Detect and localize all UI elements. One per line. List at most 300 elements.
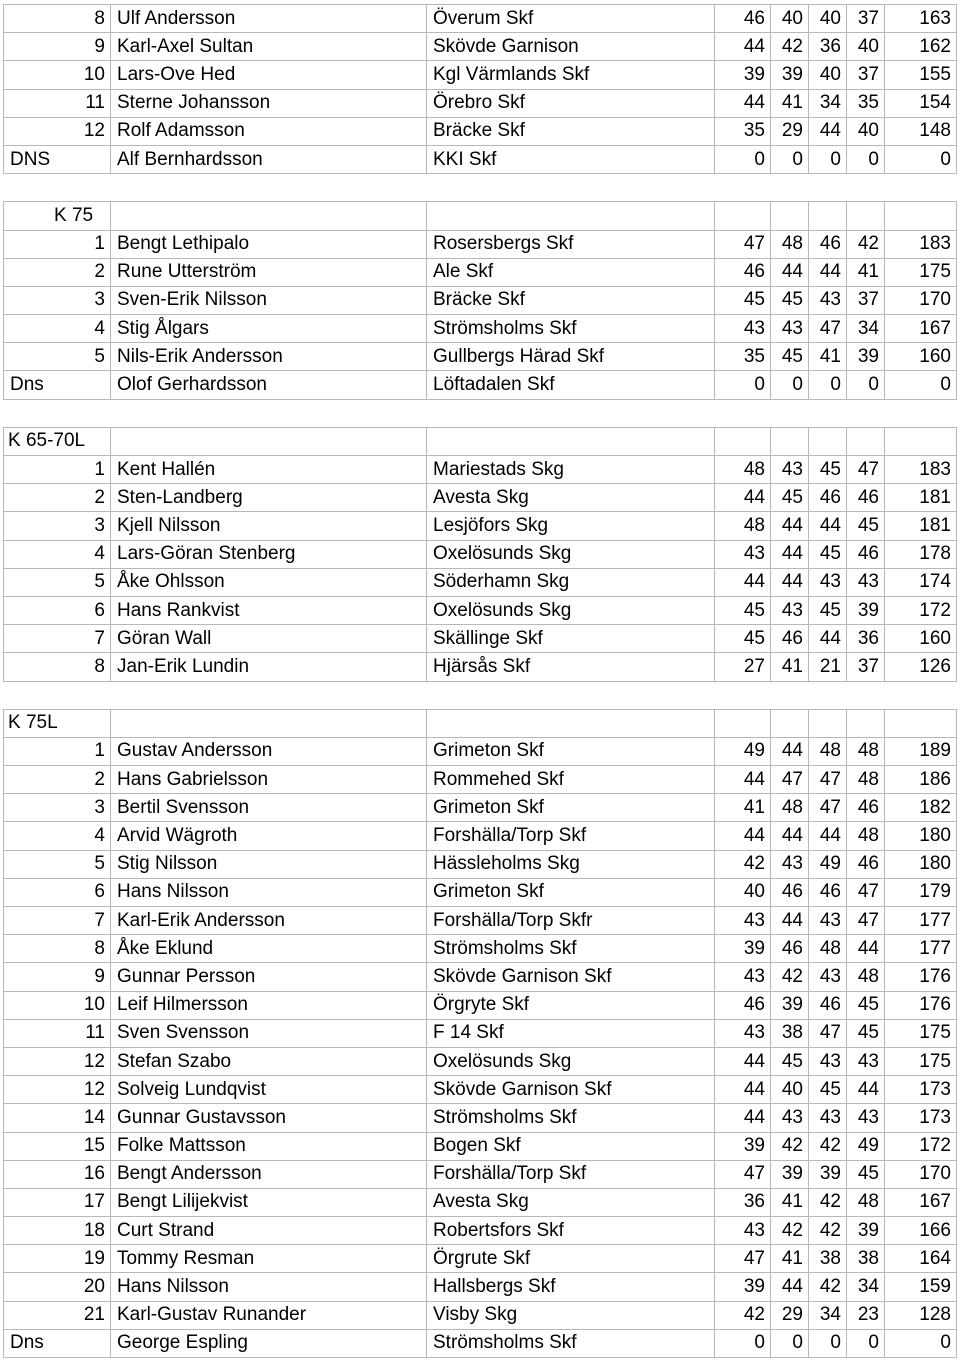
result-row — [4, 1217, 957, 1245]
club-cell: Strömsholms Skf — [427, 315, 715, 343]
series-4-cell: 43 — [847, 1104, 885, 1132]
series-3-cell: 43 — [809, 1047, 847, 1075]
placement-cell: 3 — [4, 286, 111, 314]
club-cell: Oxelösunds Skg — [427, 596, 715, 624]
shooter-name-cell: Gunnar Gustavsson — [111, 1104, 427, 1132]
series-4-cell: 46 — [847, 540, 885, 568]
series-4-cell: 48 — [847, 766, 885, 794]
series-2-cell: 44 — [771, 568, 809, 596]
total-score-cell: 186 — [885, 766, 957, 794]
series-2-cell: 48 — [771, 794, 809, 822]
series-1-cell: 42 — [715, 1301, 771, 1329]
total-score-cell: 155 — [885, 61, 957, 89]
total-score-cell: 178 — [885, 540, 957, 568]
series-1-cell: 43 — [715, 1019, 771, 1047]
series-1-cell: 36 — [715, 1188, 771, 1216]
total-score-cell: 160 — [885, 343, 957, 371]
placement-cell: 18 — [4, 1217, 111, 1245]
shooter-name-cell: Leif Hilmersson — [111, 991, 427, 1019]
club-cell: Söderhamn Skg — [427, 568, 715, 596]
series-2-cell: 46 — [771, 625, 809, 653]
placement-cell: 8 — [4, 653, 111, 681]
result-row — [4, 258, 957, 286]
empty-cell — [771, 399, 809, 427]
empty-cell — [771, 202, 809, 230]
empty-cell — [715, 202, 771, 230]
empty-cell — [809, 399, 847, 427]
series-1-cell: 46 — [715, 258, 771, 286]
series-1-cell: 43 — [715, 963, 771, 991]
placement-cell: 16 — [4, 1160, 111, 1188]
series-4-cell: 48 — [847, 1188, 885, 1216]
series-4-cell: 35 — [847, 89, 885, 117]
empty-cell — [427, 709, 715, 737]
empty-cell — [847, 709, 885, 737]
series-2-cell: 0 — [771, 1329, 809, 1357]
placement-cell: 14 — [4, 1104, 111, 1132]
shooter-name-cell: Bengt Lilijekvist — [111, 1188, 427, 1216]
club-cell: Kgl Värmlands Skf — [427, 61, 715, 89]
shooter-name-cell: Göran Wall — [111, 625, 427, 653]
result-row — [4, 935, 957, 963]
series-3-cell: 43 — [809, 907, 847, 935]
series-4-cell: 44 — [847, 1076, 885, 1104]
shooter-name-cell: Lars-Göran Stenberg — [111, 540, 427, 568]
placement-cell: 2 — [4, 484, 111, 512]
placement-cell: 4 — [4, 822, 111, 850]
empty-cell — [715, 399, 771, 427]
shooter-name-cell: Folke Mattsson — [111, 1132, 427, 1160]
shooter-name-cell: Alf Bernhardsson — [111, 145, 427, 173]
series-2-cell: 38 — [771, 1019, 809, 1047]
series-3-cell: 43 — [809, 568, 847, 596]
shooter-name-cell: Åke Eklund — [111, 935, 427, 963]
club-cell: Bräcke Skf — [427, 286, 715, 314]
total-score-cell: 128 — [885, 1301, 957, 1329]
empty-cell — [111, 427, 427, 455]
empty-cell — [809, 681, 847, 709]
result-row — [4, 1076, 957, 1104]
club-cell: Rosersbergs Skf — [427, 230, 715, 258]
shooter-name-cell: Karl-Axel Sultan — [111, 33, 427, 61]
club-cell: Forshälla/Torp Skf — [427, 822, 715, 850]
shooter-name-cell: Sterne Johansson — [111, 89, 427, 117]
club-cell: Mariestads Skg — [427, 456, 715, 484]
shooter-name-cell: Åke Ohlsson — [111, 568, 427, 596]
series-3-cell: 40 — [809, 61, 847, 89]
result-row — [4, 484, 957, 512]
series-3-cell: 47 — [809, 315, 847, 343]
shooter-name-cell: Karl-Gustav Runander — [111, 1301, 427, 1329]
series-1-cell: 44 — [715, 1104, 771, 1132]
series-3-cell: 44 — [809, 822, 847, 850]
series-4-cell: 37 — [847, 286, 885, 314]
series-4-cell: 45 — [847, 512, 885, 540]
empty-cell — [111, 709, 427, 737]
total-score-cell: 189 — [885, 737, 957, 765]
total-score-cell: 180 — [885, 822, 957, 850]
series-1-cell: 44 — [715, 1076, 771, 1104]
club-cell: Forshälla/Torp Skfr — [427, 907, 715, 935]
series-1-cell: 44 — [715, 484, 771, 512]
series-4-cell: 43 — [847, 1047, 885, 1075]
series-4-cell: 38 — [847, 1245, 885, 1273]
series-3-cell: 46 — [809, 991, 847, 1019]
placement-cell: 7 — [4, 907, 111, 935]
club-cell: Grimeton Skf — [427, 794, 715, 822]
total-score-cell: 183 — [885, 230, 957, 258]
series-1-cell: 44 — [715, 33, 771, 61]
series-4-cell: 39 — [847, 343, 885, 371]
series-3-cell: 44 — [809, 625, 847, 653]
class-header: K 65-70L — [4, 427, 111, 455]
result-row — [4, 1160, 957, 1188]
placement-cell: 5 — [4, 568, 111, 596]
series-3-cell: 44 — [809, 117, 847, 145]
total-score-cell: 180 — [885, 850, 957, 878]
total-score-cell: 172 — [885, 1132, 957, 1160]
shooter-name-cell: Kent Hallén — [111, 456, 427, 484]
series-4-cell: 45 — [847, 1160, 885, 1188]
result-row — [4, 315, 957, 343]
shooter-name-cell: Rolf Adamsson — [111, 117, 427, 145]
placement-cell: 5 — [4, 850, 111, 878]
result-row — [4, 963, 957, 991]
result-row — [4, 653, 957, 681]
result-row — [4, 1047, 957, 1075]
series-4-cell: 41 — [847, 258, 885, 286]
shooter-name-cell: Lars-Ove Hed — [111, 61, 427, 89]
section-spacer — [4, 681, 957, 709]
empty-cell — [715, 709, 771, 737]
shooter-name-cell: Rune Utterström — [111, 258, 427, 286]
result-row — [4, 230, 957, 258]
club-cell: Grimeton Skf — [427, 878, 715, 906]
series-3-cell: 45 — [809, 1076, 847, 1104]
result-row — [4, 625, 957, 653]
results-table — [3, 4, 957, 1358]
series-1-cell: 47 — [715, 230, 771, 258]
series-4-cell: 46 — [847, 850, 885, 878]
empty-cell — [427, 399, 715, 427]
series-2-cell: 44 — [771, 258, 809, 286]
series-2-cell: 45 — [771, 484, 809, 512]
class-header-row — [4, 709, 957, 737]
series-4-cell: 47 — [847, 878, 885, 906]
result-row — [4, 89, 957, 117]
series-4-cell: 37 — [847, 653, 885, 681]
result-row — [4, 907, 957, 935]
series-4-cell: 34 — [847, 315, 885, 343]
series-4-cell: 0 — [847, 1329, 885, 1357]
series-1-cell: 43 — [715, 1217, 771, 1245]
series-1-cell: 27 — [715, 653, 771, 681]
shooter-name-cell: Tommy Resman — [111, 1245, 427, 1273]
club-cell: Strömsholms Skf — [427, 1104, 715, 1132]
club-cell: Strömsholms Skf — [427, 1329, 715, 1357]
series-4-cell: 49 — [847, 1132, 885, 1160]
placement-cell: 8 — [4, 935, 111, 963]
series-1-cell: 46 — [715, 991, 771, 1019]
result-row — [4, 568, 957, 596]
series-2-cell: 44 — [771, 737, 809, 765]
series-3-cell: 34 — [809, 1301, 847, 1329]
placement-cell: 3 — [4, 794, 111, 822]
result-row — [4, 540, 957, 568]
series-4-cell: 39 — [847, 596, 885, 624]
shooter-name-cell: Hans Nilsson — [111, 878, 427, 906]
series-3-cell: 34 — [809, 89, 847, 117]
series-3-cell: 40 — [809, 5, 847, 33]
club-cell: Visby Skg — [427, 1301, 715, 1329]
series-3-cell: 42 — [809, 1217, 847, 1245]
shooter-name-cell: Kjell Nilsson — [111, 512, 427, 540]
series-4-cell: 40 — [847, 33, 885, 61]
series-1-cell: 46 — [715, 5, 771, 33]
empty-cell — [111, 202, 427, 230]
series-2-cell: 44 — [771, 907, 809, 935]
series-3-cell: 39 — [809, 1160, 847, 1188]
result-row — [4, 371, 957, 399]
series-3-cell: 48 — [809, 935, 847, 963]
series-1-cell: 44 — [715, 568, 771, 596]
total-score-cell: 177 — [885, 935, 957, 963]
shooter-name-cell: Arvid Wägroth — [111, 822, 427, 850]
total-score-cell: 148 — [885, 117, 957, 145]
shooter-name-cell: Stig Ålgars — [111, 315, 427, 343]
total-score-cell: 126 — [885, 653, 957, 681]
class-header-row — [4, 202, 957, 230]
series-4-cell: 23 — [847, 1301, 885, 1329]
total-score-cell: 167 — [885, 315, 957, 343]
placement-cell: Dns — [4, 1329, 111, 1357]
empty-cell — [771, 681, 809, 709]
series-2-cell: 42 — [771, 1217, 809, 1245]
total-score-cell: 163 — [885, 5, 957, 33]
empty-cell — [885, 399, 957, 427]
series-1-cell: 39 — [715, 935, 771, 963]
empty-cell — [809, 427, 847, 455]
total-score-cell: 173 — [885, 1104, 957, 1132]
empty-cell — [847, 427, 885, 455]
series-2-cell: 43 — [771, 315, 809, 343]
shooter-name-cell: Stefan Szabo — [111, 1047, 427, 1075]
series-3-cell: 36 — [809, 33, 847, 61]
result-row — [4, 343, 957, 371]
series-3-cell: 21 — [809, 653, 847, 681]
series-1-cell: 35 — [715, 343, 771, 371]
result-row — [4, 145, 957, 173]
result-row — [4, 1188, 957, 1216]
shooter-name-cell: Curt Strand — [111, 1217, 427, 1245]
club-cell: Örgrute Skf — [427, 1245, 715, 1273]
total-score-cell: 176 — [885, 991, 957, 1019]
series-4-cell: 48 — [847, 737, 885, 765]
shooter-name-cell: Gustav Andersson — [111, 737, 427, 765]
empty-cell — [715, 174, 771, 202]
series-1-cell: 0 — [715, 371, 771, 399]
club-cell: Ale Skf — [427, 258, 715, 286]
placement-cell: 12 — [4, 117, 111, 145]
placement-cell: 5 — [4, 343, 111, 371]
shooter-name-cell: George Espling — [111, 1329, 427, 1357]
series-4-cell: 47 — [847, 456, 885, 484]
result-row — [4, 1273, 957, 1301]
empty-cell — [771, 427, 809, 455]
section-spacer — [4, 174, 957, 202]
series-3-cell: 47 — [809, 1019, 847, 1047]
club-cell: Avesta Skg — [427, 484, 715, 512]
placement-cell: 17 — [4, 1188, 111, 1216]
series-3-cell: 45 — [809, 596, 847, 624]
series-3-cell: 45 — [809, 456, 847, 484]
club-cell: Oxelösunds Skg — [427, 1047, 715, 1075]
empty-cell — [885, 174, 957, 202]
series-3-cell: 45 — [809, 540, 847, 568]
result-row — [4, 1301, 957, 1329]
series-1-cell: 43 — [715, 907, 771, 935]
result-row — [4, 596, 957, 624]
club-cell: Oxelösunds Skg — [427, 540, 715, 568]
series-2-cell: 39 — [771, 61, 809, 89]
shooter-name-cell: Hans Gabrielsson — [111, 766, 427, 794]
total-score-cell: 162 — [885, 33, 957, 61]
empty-cell — [847, 174, 885, 202]
placement-cell: 10 — [4, 61, 111, 89]
class-header: K 75 — [4, 202, 111, 230]
club-cell: Löftadalen Skf — [427, 371, 715, 399]
club-cell: F 14 Skf — [427, 1019, 715, 1047]
club-cell: Rommehed Skf — [427, 766, 715, 794]
empty-cell — [4, 174, 111, 202]
empty-cell — [111, 399, 427, 427]
series-2-cell: 47 — [771, 766, 809, 794]
club-cell: Bogen Skf — [427, 1132, 715, 1160]
empty-cell — [885, 709, 957, 737]
placement-cell: 3 — [4, 512, 111, 540]
shooter-name-cell: Sven-Erik Nilsson — [111, 286, 427, 314]
series-2-cell: 0 — [771, 371, 809, 399]
total-score-cell: 167 — [885, 1188, 957, 1216]
placement-cell: 2 — [4, 766, 111, 794]
result-row — [4, 794, 957, 822]
section-spacer — [4, 399, 957, 427]
club-cell: Forshälla/Torp Skf — [427, 1160, 715, 1188]
empty-cell — [885, 202, 957, 230]
shooter-name-cell: Solveig Lundqvist — [111, 1076, 427, 1104]
empty-cell — [427, 681, 715, 709]
empty-cell — [111, 681, 427, 709]
series-2-cell: 45 — [771, 343, 809, 371]
result-row — [4, 822, 957, 850]
shooter-name-cell: Olof Gerhardsson — [111, 371, 427, 399]
placement-cell: 9 — [4, 963, 111, 991]
club-cell: Avesta Skg — [427, 1188, 715, 1216]
result-row — [4, 61, 957, 89]
club-cell: Skövde Garnison Skf — [427, 963, 715, 991]
series-2-cell: 46 — [771, 878, 809, 906]
shooter-name-cell: Karl-Erik Andersson — [111, 907, 427, 935]
series-3-cell: 48 — [809, 737, 847, 765]
series-1-cell: 0 — [715, 145, 771, 173]
series-2-cell: 43 — [771, 1104, 809, 1132]
series-1-cell: 42 — [715, 850, 771, 878]
placement-cell: 8 — [4, 5, 111, 33]
club-cell: Strömsholms Skf — [427, 935, 715, 963]
shooter-name-cell: Sten-Landberg — [111, 484, 427, 512]
total-score-cell: 173 — [885, 1076, 957, 1104]
series-2-cell: 43 — [771, 596, 809, 624]
series-2-cell: 0 — [771, 145, 809, 173]
shooter-name-cell: Gunnar Persson — [111, 963, 427, 991]
result-row — [4, 1132, 957, 1160]
series-3-cell: 47 — [809, 794, 847, 822]
total-score-cell: 164 — [885, 1245, 957, 1273]
series-1-cell: 48 — [715, 512, 771, 540]
placement-cell: 6 — [4, 596, 111, 624]
result-row — [4, 512, 957, 540]
series-4-cell: 46 — [847, 794, 885, 822]
series-3-cell: 43 — [809, 963, 847, 991]
club-cell: Överum Skf — [427, 5, 715, 33]
result-row — [4, 117, 957, 145]
total-score-cell: 0 — [885, 145, 957, 173]
series-3-cell: 42 — [809, 1132, 847, 1160]
result-row — [4, 5, 957, 33]
series-2-cell: 41 — [771, 89, 809, 117]
club-cell: KKI Skf — [427, 145, 715, 173]
total-score-cell: 175 — [885, 1019, 957, 1047]
series-3-cell: 44 — [809, 512, 847, 540]
empty-cell — [885, 427, 957, 455]
series-3-cell: 0 — [809, 145, 847, 173]
result-row — [4, 286, 957, 314]
empty-cell — [111, 174, 427, 202]
series-4-cell: 45 — [847, 991, 885, 1019]
series-3-cell: 44 — [809, 258, 847, 286]
series-4-cell: 36 — [847, 625, 885, 653]
shooter-name-cell: Ulf Andersson — [111, 5, 427, 33]
series-4-cell: 37 — [847, 5, 885, 33]
series-1-cell: 41 — [715, 794, 771, 822]
series-1-cell: 44 — [715, 766, 771, 794]
series-4-cell: 46 — [847, 484, 885, 512]
placement-cell: DNS — [4, 145, 111, 173]
total-score-cell: 154 — [885, 89, 957, 117]
series-1-cell: 40 — [715, 878, 771, 906]
results-body — [4, 5, 957, 1358]
series-4-cell: 48 — [847, 963, 885, 991]
series-3-cell: 42 — [809, 1188, 847, 1216]
placement-cell: 4 — [4, 540, 111, 568]
club-cell: Bräcke Skf — [427, 117, 715, 145]
shooter-name-cell: Bengt Andersson — [111, 1160, 427, 1188]
total-score-cell: 183 — [885, 456, 957, 484]
series-2-cell: 43 — [771, 456, 809, 484]
series-4-cell: 37 — [847, 61, 885, 89]
series-2-cell: 42 — [771, 33, 809, 61]
total-score-cell: 166 — [885, 1217, 957, 1245]
series-1-cell: 44 — [715, 1047, 771, 1075]
series-1-cell: 39 — [715, 1273, 771, 1301]
series-4-cell: 44 — [847, 935, 885, 963]
series-1-cell: 48 — [715, 456, 771, 484]
series-4-cell: 43 — [847, 568, 885, 596]
total-score-cell: 179 — [885, 878, 957, 906]
empty-cell — [847, 202, 885, 230]
club-cell: Hässleholms Skg — [427, 850, 715, 878]
series-2-cell: 29 — [771, 1301, 809, 1329]
